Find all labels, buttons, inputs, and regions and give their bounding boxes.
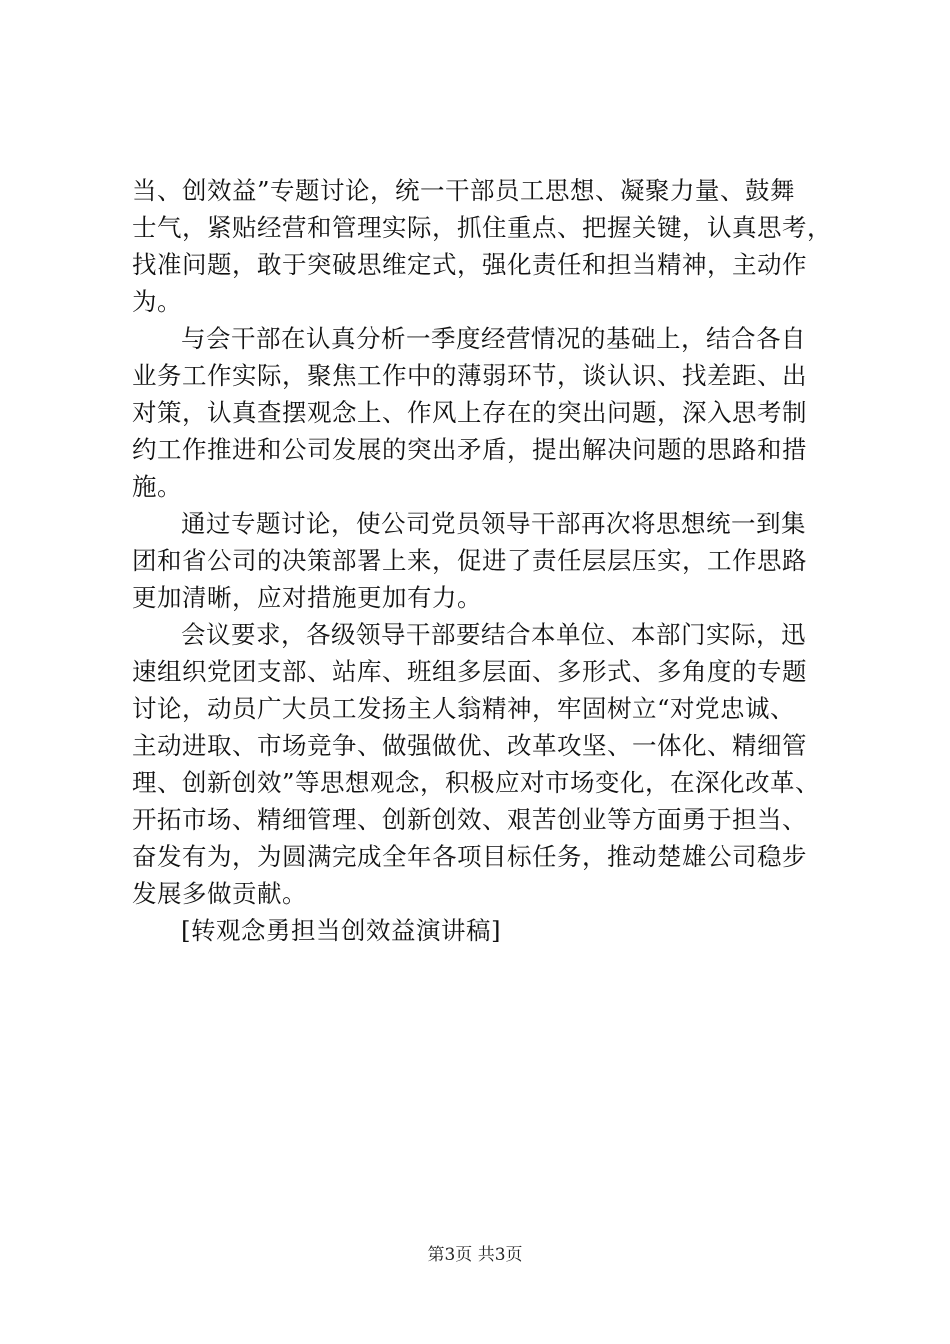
text-line: 速组织党团支部、站库、班组多层面、多形式、多角度的专题: [132, 657, 807, 686]
document-title-tag: [转观念勇担当创效益演讲稿]: [181, 916, 502, 945]
text-line: 更加清晰，应对措施更加有力。: [132, 583, 482, 612]
text-line: 理、创新创效”等思想观念，积极应对市场变化，在深化改革、: [132, 768, 821, 797]
document-body: [132, 172, 856, 949]
text-line: 士气，紧贴经营和管理实际，抓住重点、把握关键，认真思考，: [132, 213, 832, 242]
text-line: 团和省公司的决策部署上来，促进了责任层层压实，工作思路: [132, 546, 807, 575]
text-line: 找准问题，敢于突破思维定式，强化责任和担当精神，主动作: [132, 250, 807, 279]
text-line: 发展多做贡献。: [132, 879, 307, 908]
text-line: 当、创效益”专题讨论，统一干部员工思想、凝聚力量、鼓舞: [132, 176, 796, 205]
text-line: 业务工作实际，聚焦工作中的薄弱环节，谈认识、找差距、出: [132, 361, 807, 390]
page-number-label: 第3页 共3页: [427, 1245, 523, 1265]
paragraph-start-line: 通过专题讨论，使公司党员领导干部再次将思想统一到集: [181, 509, 806, 538]
text-line: 约工作推进和公司发展的突出矛盾，提出解决问题的思路和措: [132, 435, 807, 464]
text-line: 开拓市场、精细管理、创新创效、艰苦创业等方面勇于担当、: [132, 805, 807, 834]
page-footer: [0, 1243, 950, 1267]
text-line: 讨论，动员广大员工发扬主人翁精神，牢固树立“对党忠诚、: [132, 694, 796, 723]
text-line: 奋发有为，为圆满完成全年各项目标任务，推动楚雄公司稳步: [132, 842, 807, 871]
paragraph-start-line: 会议要求，各级领导干部要结合本单位、本部门实际，迅: [181, 620, 806, 649]
text-line: 施。: [132, 472, 182, 501]
text-line: 对策，认真查摆观念上、作风上存在的突出问题，深入思考制: [132, 398, 807, 427]
paragraph-start-line: 与会干部在认真分析一季度经营情况的基础上，结合各自: [181, 324, 806, 353]
text-line: 为。: [132, 287, 182, 316]
text-line: 主动进取、市场竞争、做强做优、改革攻坚、一体化、精细管: [132, 731, 807, 760]
